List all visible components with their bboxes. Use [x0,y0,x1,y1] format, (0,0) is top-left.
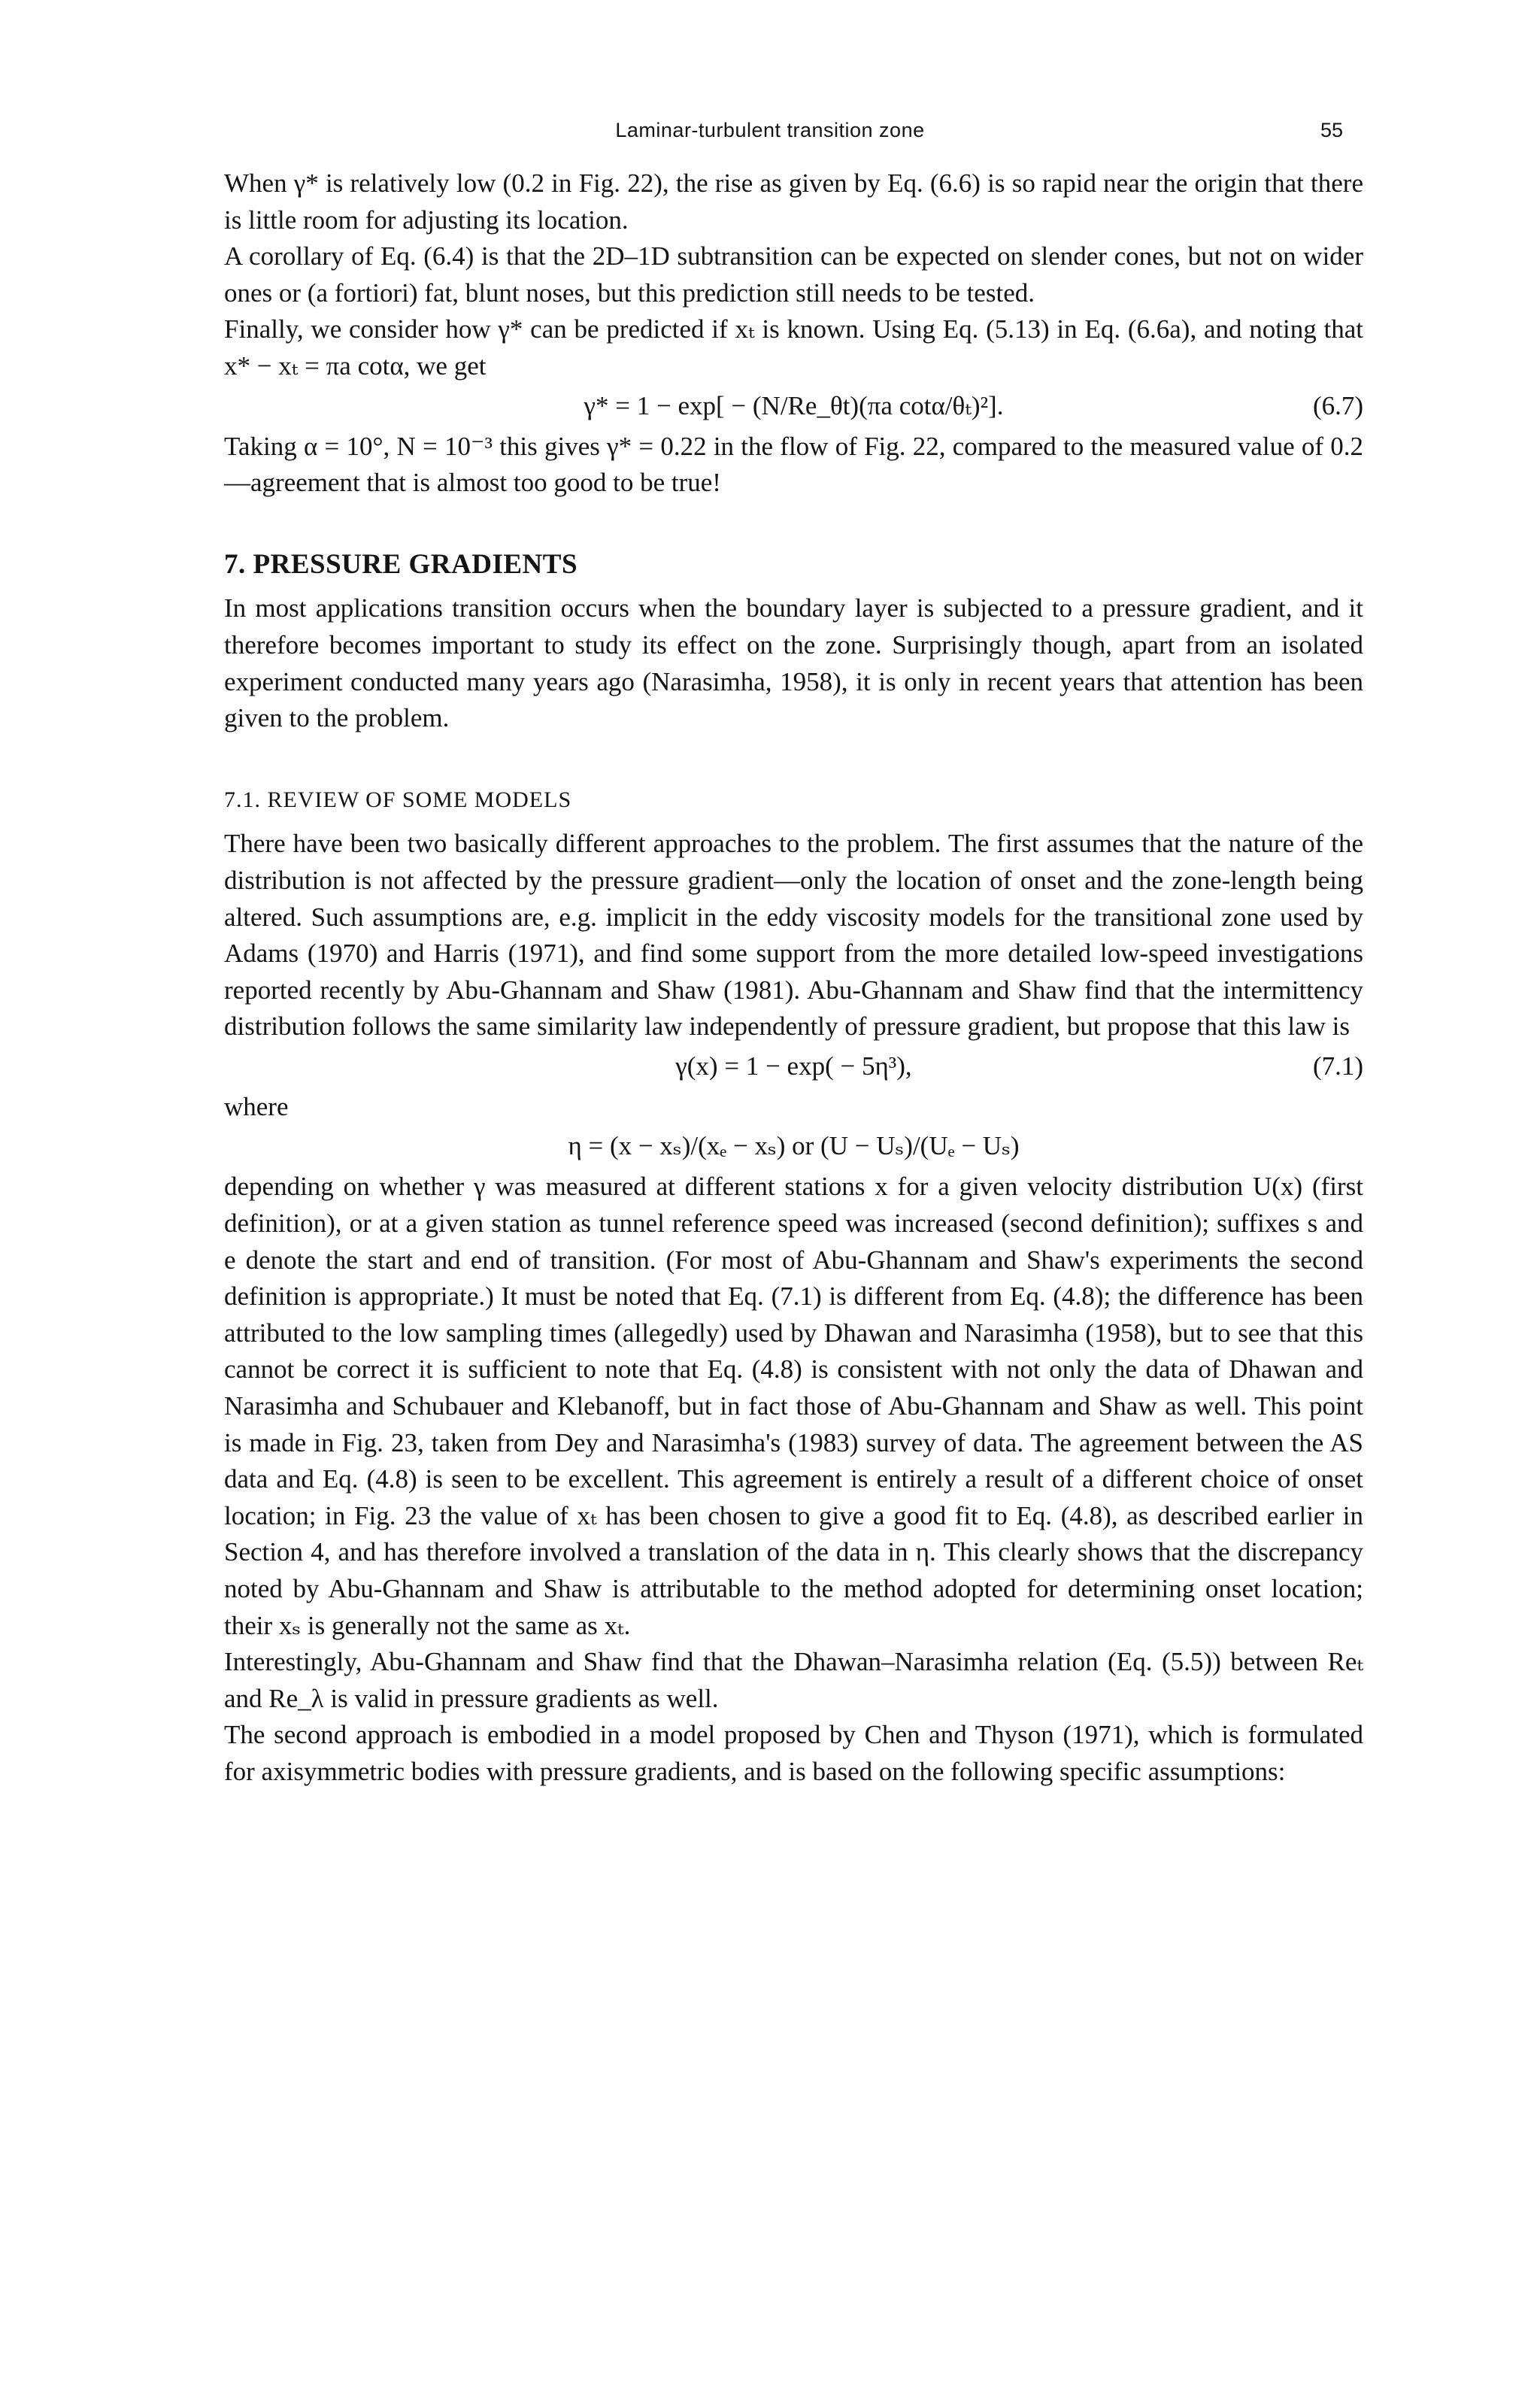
equation-number: (7.1) [1312,1051,1363,1081]
paragraph: Finally, we consider how γ* can be predicted if xₜ is known. Using Eq. (5.13) in Eq. (6.6a), and noting that x* − xₜ = πa cotα, we get [224,314,1363,381]
page-number: 55 [1320,119,1343,141]
page-header [0,119,1540,156]
section-heading: 7. PRESSURE GRADIENTS [224,548,578,580]
paragraph: Interestingly, Abu-Ghannam and Shaw find that the Dhawan–Narasimha relation (Eq. (5.5)) between Reₜ and Re_λ is valid in pressure gradients as well. [224,1647,1363,1713]
paragraph: Taking α = 10°, N = 10⁻³ this gives γ* = 0.22 in the flow of Fig. 22, compared to the measured value of 0.2—agreement that is almost too good to be true! [224,431,1363,498]
paragraph: When γ* is relatively low (0.2 in Fig. 22), the rise as given by Eq. (6.6) is so rapid near the origin that there is little room for adjusting its location. [224,168,1363,235]
paragraph: A corollary of Eq. (6.4) is that the 2D–1D subtransition can be expected on slender cones, but not on wider ones or (a fortiori) fat, blunt noses, but this prediction still needs to be tested. [224,241,1363,308]
body-text [224,165,1363,1791]
equation-7-1 [224,1045,1363,1089]
paragraph: The second approach is embodied in a model proposed by Chen and Thyson (1971), which is formulated for axisymmetric bodies with pressure gradients, and is based on the following specific assumptions: [224,1720,1363,1786]
running-title: Laminar-turbulent transition zone [615,119,925,141]
equation-eta-definition [224,1125,1363,1169]
paragraph: In most applications transition occurs when the boundary layer is subjected to a pressure gradient, and it therefore becomes important to study its effect on the zone. Surprisingly though, apart from an isolated experiment conducted many years ago (Narasimha, 1958), it is only in recent years that attention has been given to the problem. [224,593,1363,733]
paragraph: depending on whether γ was measured at different stations x for a given velocity distribution U(x) (first definition), or at a given station as tunnel reference speed was increased (second definition); suffixes s and e denote the start and end of transition. (For most of Abu-Ghannam and Shaw's experiments the second definition is appropriate.) It must be noted that Eq. (7.1) is different from Eq. (4.8); the difference has been attributed to the low sampling times (allegedly) used by Dhawan and Narasimha (1958), but to see that this cannot be correct it is sufficient to note that Eq. (4.8) is consistent with not only the data of Dhawan and Narasimha and Schubauer and Klebanoff, but in fact those of Abu-Ghannam and Shaw as well. This point is made in Fig. 23, taken from Dey and Narasimha's (1983) survey of data. The agreement between the AS data and Eq. (4.8) is seen to be excellent. This agreement is entirely a result of a different choice of onset location; in Fig. 23 the value of xₜ has been chosen to give a good fit to Eq. (4.8), as described earlier in Section 4, and has therefore involved a translation of the data in η. This clearly shows that the discrepancy noted by Abu-Ghannam and Shaw is attributable to the method adopted for determining onset location; their xₛ is generally not the same as xₜ. [224,1172,1363,1640]
subsection-heading: 7.1. REVIEW OF SOME MODELS [224,787,572,812]
where-label: where [224,1091,289,1121]
equation-text: γ* = 1 − exp[ − (N/Re_θt)(πa cotα/θₜ)²]. [584,390,1004,420]
paragraph: There have been two basically different approaches to the problem. The first assumes that the nature of the distribution is not affected by the pressure gradient—only the location of onset and the zone-length being altered. Such assumptions are, e.g. implicit in the eddy viscosity models for the transitional zone used by Adams (1970) and Harris (1971), and find some support from the more detailed low-speed investigations reported recently by Abu-Ghannam and Shaw (1981). Abu-Ghannam and Shaw find that the intermittency distribution follows the same similarity law independently of pressure gradient, but propose that this law is [224,829,1363,1042]
equation-text: η = (x − xₛ)/(xₑ − xₛ) or (U − Uₛ)/(Uₑ − Uₛ) [568,1131,1020,1161]
equation-number: (6.7) [1312,390,1363,420]
equation-text: γ(x) = 1 − exp( − 5η³), [675,1051,912,1081]
equation-6-7 [224,385,1363,429]
